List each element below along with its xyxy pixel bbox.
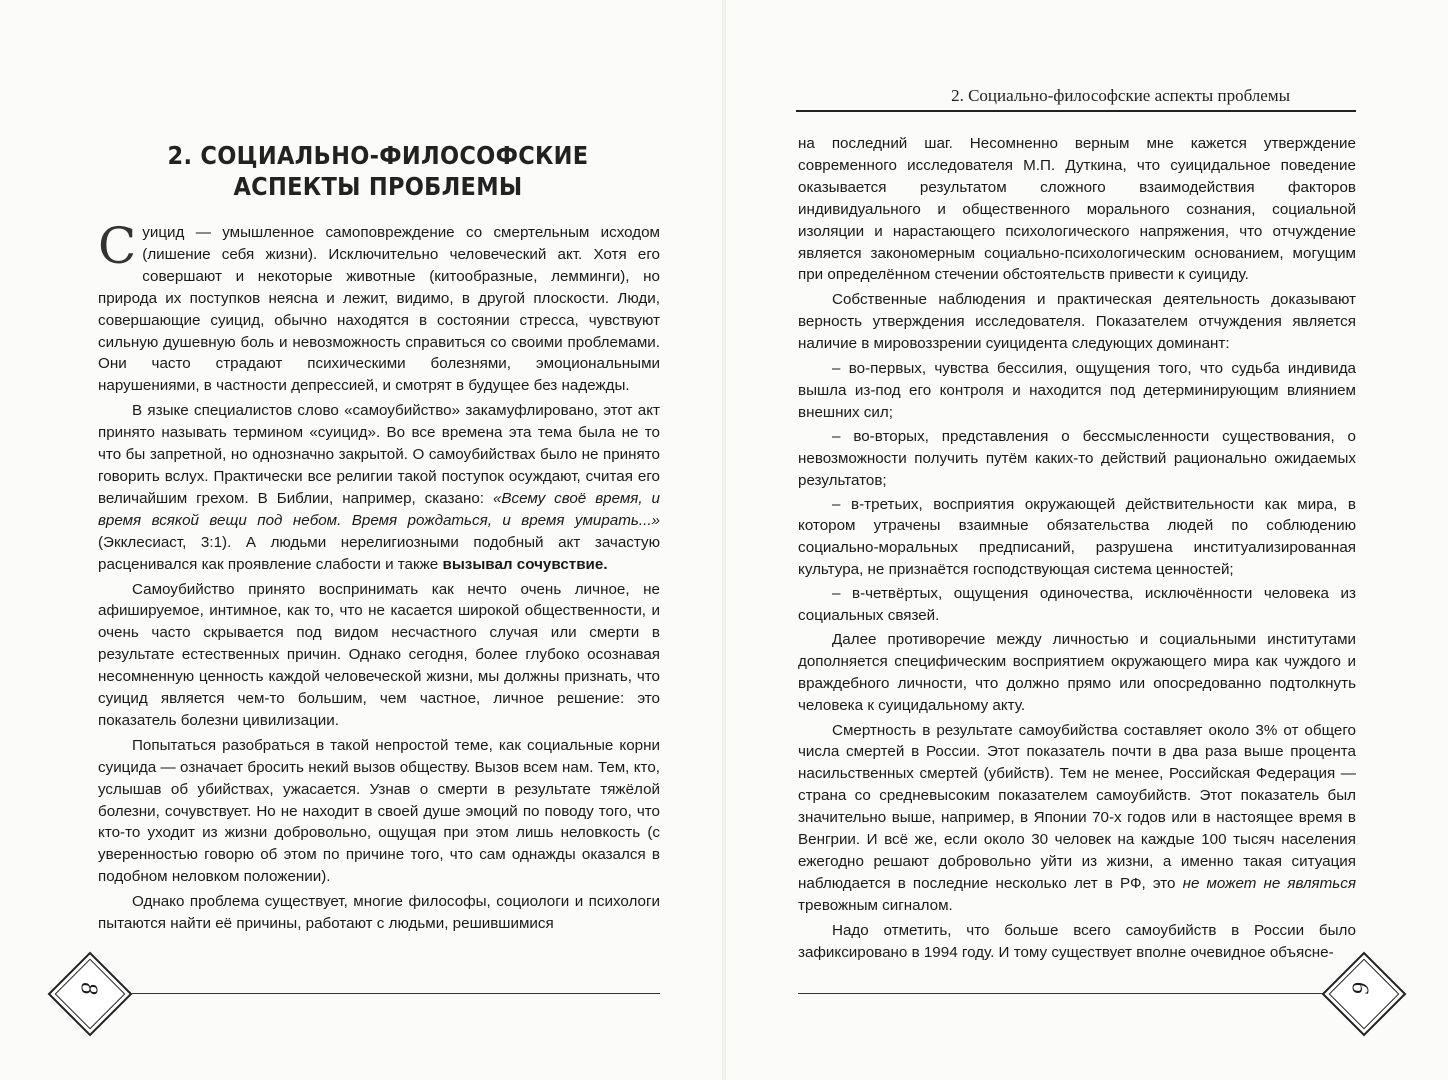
paragraph: Попытаться разобраться в такой непростой теме, как социальные корни суицида — означает бросить некий вызов обществу. Вызов всем нам. Тем, кто, услышав об убийствах, ужасается. Узнав о смерти в результате тяжёлой болезни, сочувствует. Но не находит в своей душе эмоций по поводу того, что кто-то уходит из жизни добровольно, ощущая при этом лишь неловкость (с уверенностью говорю об этом по причине того, что сам однажды оказался в подобном неловком положении). — [98, 736, 660, 886]
paragraph: Смертность в результате самоубийства составляет около 3% от общего числа смертей в России. Этот показатель почти в два раза выше процента насильственных смертей (убийств). Тем не менее, Российская Федерация — страна со средневысоким показателем самоубийств. Этот показатель был значительно выше, например, в Японии 70-х годов или в настоящее время в Венгрии. И всё же, если около 30 человек на каждые 100 тысяч населения ежегодно решают добровольно уйти из жизни, а именно такая ситуация наблюдается в последние несколько лет в РФ, это не может не являться тревожным сигналом. — [798, 721, 1356, 914]
bold-phrase: вызывал сочувствие. — [442, 555, 608, 573]
paragraph: Далее противоречие между личностью и социальными институтами дополняется специфическим восприятием окружающего мира как чуждого и враждебного личности, что должно прямо или опосредованно подтолкнуть человека к суицидальному акту. — [798, 630, 1356, 714]
italic-phrase: не может не являться — [1182, 874, 1356, 892]
list-item: – во-первых, чувства бессилия, ощущения того, что судьба индивида вышла из-под его контроля и находится под детерминирующим влиянием внешних сил; — [798, 360, 1356, 421]
chapter-title — [98, 140, 658, 202]
chapter-title-line2: АСПЕКТЫ ПРОБЛЕМЫ — [233, 172, 523, 201]
paragraph: на последний шаг. Несомненно верным мне кажется утверждение современного исследователя М.П. Дуткина, что суицидальное поведение оказывается результатом сложного взаимодействия факторов индивидуального и общественного морального сознания, социальной изоляции и нарастающего психологического напряжения, что отчуждение является закономерным социально-психологическим основанием, могущим при определённом стечении обстоятельств привести к суициду. — [798, 135, 1356, 284]
paragraph: Однако проблема существует, многие философы, социологи и психологи пытаются найти её причины, работают с людьми, решившимися — [98, 893, 660, 933]
running-head-text: 2. Социально-философские аспекты проблемы — [951, 86, 1290, 105]
right-body-text — [798, 133, 1356, 967]
list-item: – в-третьих, восприятия окружающей действительности как мира, в котором утрачены взаимные обязательства людей по соблюдению социально-моральных предписаний, разрушена институализированная культура, не признаётся господствующая система ценностей; — [798, 495, 1356, 579]
list-item: – во-вторых, представления о бессмысленности существования, о невозможности получить путём каких-то действий рационально ожидаемых результатов; — [798, 427, 1356, 489]
running-head — [796, 86, 1356, 112]
paragraph: Собственные наблюдения и практическая деятельность доказывают верность утверждения исследователя. Показателем отчуждения является наличие в мировоззрении суицидента следующих доминант: — [798, 291, 1356, 353]
dominants-list — [798, 358, 1356, 627]
left-body-text — [98, 217, 660, 938]
paragraph: Надо отметить, что больше всего самоубийств в России было зафиксировано в 1994 году. И тому существует вполне очевидное объясне- — [798, 921, 1356, 961]
bible-quote: «Всему своё время, и время всякой вещи под небом. Время рождаться, и время умирать...» — [98, 489, 660, 529]
paragraph: Самоубийство принято воспринимать как нечто очень личное, не афишируемое, интимное, как то, что не касается широкой общественности, и очень часто скрывается под видом несчастного случая или смерти в результате естественных причин. Однако сегодня, более глубоко осознавая несомненную ценность каждой человеческой жизни, мы должны признать, что суицид является чем-то большим, чем частное, личное решение: это показатель болезни цивилизации. — [98, 580, 660, 729]
footer-rule — [798, 993, 1328, 994]
right-page — [724, 0, 1448, 1080]
drop-cap: С — [98, 217, 137, 275]
page-number: 9 — [1348, 982, 1375, 995]
chapter-title-line1: 2. СОЦИАЛЬНО-ФИЛОСОФСКИЕ — [167, 141, 589, 170]
paragraph: В языке специалистов слово «самоубийство» закамуфлировано, этот акт принято называть термином «суицид». Во все времена эта тема была не то что бы запретной, но однозначно закрытой. О самоубийствах было не принято говорить вслух. Практически все религии такой поступок осуждают, считая его величайшим грехом. В Библии, например, сказано: «Всему своё время, и время всякой вещи под небом. Время рождаться, и время умирать...» (Экклесиаст, 3:1). А людьми нерелигиозными подобный акт зачастую расценивался как проявление слабости и также вызывал сочувствие. — [98, 402, 660, 573]
page-number: 8 — [75, 982, 102, 995]
list-item: – в-четвёртых, ощущения одиночества, исключённости человека из социальных связей. — [798, 585, 1356, 625]
footer-rule — [128, 993, 660, 994]
paragraph: Суицид — умышленное самоповреждение со смертельным исходом (лишение себя жизни). Исключительно человеческий акт. Хотя его совершают и некоторые животные (китообразные, лемминги), но природа их поступков неясна и лежит, видимо, в другой плоскости. Люди, совершающие суицид, обычно находятся в состоянии стресса, чувствуют сильную душевную боль и невозможность справиться со своими проблемами. Они часто страдают психическими болезнями, эмоциональными нарушениями, в частности депрессией, и смотрят в будущее без надежды. — [98, 217, 660, 395]
